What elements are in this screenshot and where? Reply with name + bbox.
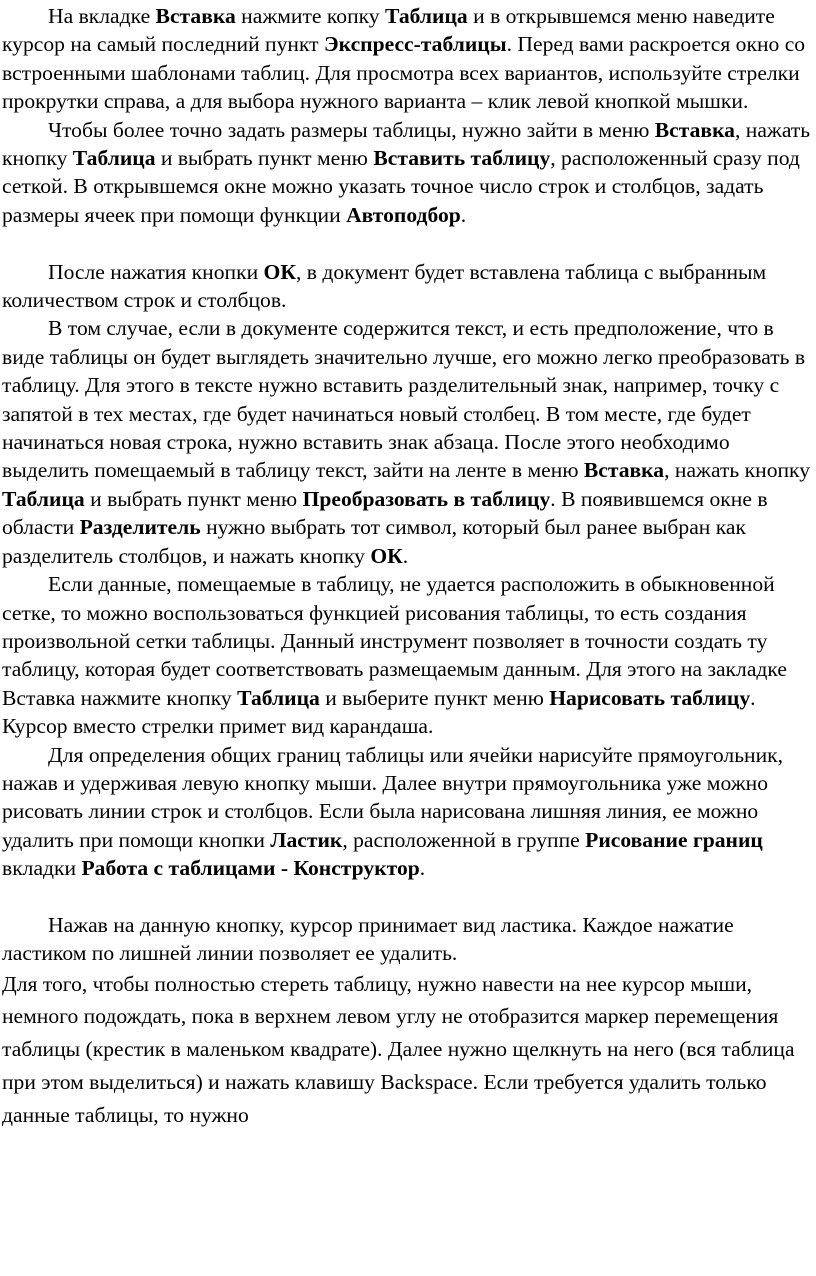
paragraph-5 [2, 570, 812, 740]
bold-term: ОК [370, 543, 403, 568]
bold-term: Вставка [583, 458, 665, 483]
text-run: и выбрать пункт меню [84, 486, 303, 511]
bold-term: Работа с таблицами - Конструктор [81, 856, 420, 881]
bold-term: ОК [263, 259, 296, 284]
blank-line [2, 883, 812, 911]
bold-term: Таблица [72, 146, 156, 171]
text-run: . [402, 543, 409, 568]
paragraph-2 [2, 116, 812, 230]
text-run: . Курсор вместо стрелки примет вид карандаша. [2, 685, 756, 739]
bold-term: Таблица [2, 486, 85, 511]
text-run: , расположенный сразу под сеткой. В открывшемся окне можно указать точное число строк и столбцов, задать размеры ячеек при помощи функции [2, 146, 800, 227]
text-run: нужно выбрать тот символ, который был ранее выбран как разделитель столбцов, и нажать кнопку [2, 515, 746, 568]
paragraph-8 [2, 968, 812, 1132]
bold-term: Автоподбор [346, 202, 461, 227]
bold-term: Таблица [385, 4, 468, 28]
text-run: После нажатия кнопки [48, 259, 264, 284]
text-run: вкладки [2, 856, 82, 881]
text-run: , нажать кнопку [664, 458, 811, 483]
text-run: . [419, 856, 426, 881]
bold-term: Таблица [237, 685, 320, 710]
text-run: Если данные, помещаемые в таблицу, не удается расположить в обыкновенной сетке, то можно воспользоваться функцией рисования таблицы, то есть создания произвольной сетки таблицы. Данный инструмент позволяет в точности создать ту таблицу, которая будет соответствовать размещаемым данным. Для этого на закладке Вставка нажмите кнопку [2, 572, 787, 710]
bold-term: Разделитель [79, 515, 201, 540]
bold-term: Вставить таблицу [373, 146, 551, 171]
paragraph-4 [2, 314, 812, 570]
text-run: В том случае, если в документе содержится текст, и есть предположение, что в виде таблицы он будет выглядеть значительно лучше, его можно легко преобразовать в таблицу. Для этого в тексте нужно вставить разделительный знак, например, точку с запятой в тех местах, где будет начинаться новый столбец. В том месте, где будет начинаться новая строка, нужно вставить знак абзаца. После этого необходимо выделить помещаемый в таблицу текст, зайти на ленте в меню [2, 316, 806, 483]
text-run: , расположенной в группе [342, 827, 586, 852]
paragraph-6 [2, 741, 812, 883]
text-run: Чтобы более точно задать размеры таблицы, нужно зайти в меню [48, 117, 655, 142]
bold-term: Вставка [155, 4, 236, 28]
text-run: и выберите пункт меню [319, 685, 550, 710]
bold-term: Ластик [270, 827, 343, 852]
text-run: , в документ будет вставлена таблица с выбранным количеством строк и столбцов. [2, 259, 767, 313]
text-run: Для определения общих границ таблицы или ячейки нарисуйте прямоугольник, нажав и удерживая левую кнопку мыши. Далее внутри прямоугольника уже можно рисовать линии строк и столбцов. Если была нарисована лишняя линия, ее можно удалить при помощи кнопки [2, 742, 784, 852]
bold-term: Вставка [654, 117, 735, 142]
text-run: Для того, чтобы полностью стереть таблицу, нужно навести на нее курсор мыши, немного подождать, пока в верхнем левом углу не отобразится маркер перемещения таблицы (крестик в маленьком квадрате). Далее нужно щелкнуть на него (вся таблица при этом выделиться) и нажать клавишу Backspace. Если требуется удалить только данные таблицы, то нужно [2, 971, 795, 1127]
bold-term: Преобразовать в таблицу [302, 486, 551, 511]
text-run: . В появившемся окне в области [2, 486, 768, 540]
text-run: нажмите копку [235, 4, 386, 28]
text-run: . [460, 202, 467, 227]
text-run: На вкладке [48, 4, 156, 28]
paragraph-3 [2, 258, 812, 315]
bold-term: Нарисовать таблицу [549, 685, 751, 710]
blank-line [2, 229, 812, 257]
bold-term: Экспресс-таблицы [324, 32, 507, 57]
text-run: Нажав на данную кнопку, курсор принимает вид ластика. Каждое нажатие ластиком по лишней линии позволяет ее удалить. [2, 912, 734, 966]
bold-term: Рисование границ [585, 827, 763, 852]
text-run: , нажать кнопку [2, 117, 811, 171]
text-run: и выбрать пункт меню [155, 146, 374, 171]
text-run: . Перед вами раскроется окно со встроенными шаблонами таблиц. Для просмотра всех вариантов, используйте стрелки прокрутки справа, а для выбора нужного варианта – клик левой кнопкой мышки. [2, 32, 806, 114]
text-run: и в открывшемся меню наведите курсор на самый последний пункт [2, 4, 775, 57]
paragraph-1 [2, 2, 812, 116]
paragraph-7 [2, 911, 812, 968]
